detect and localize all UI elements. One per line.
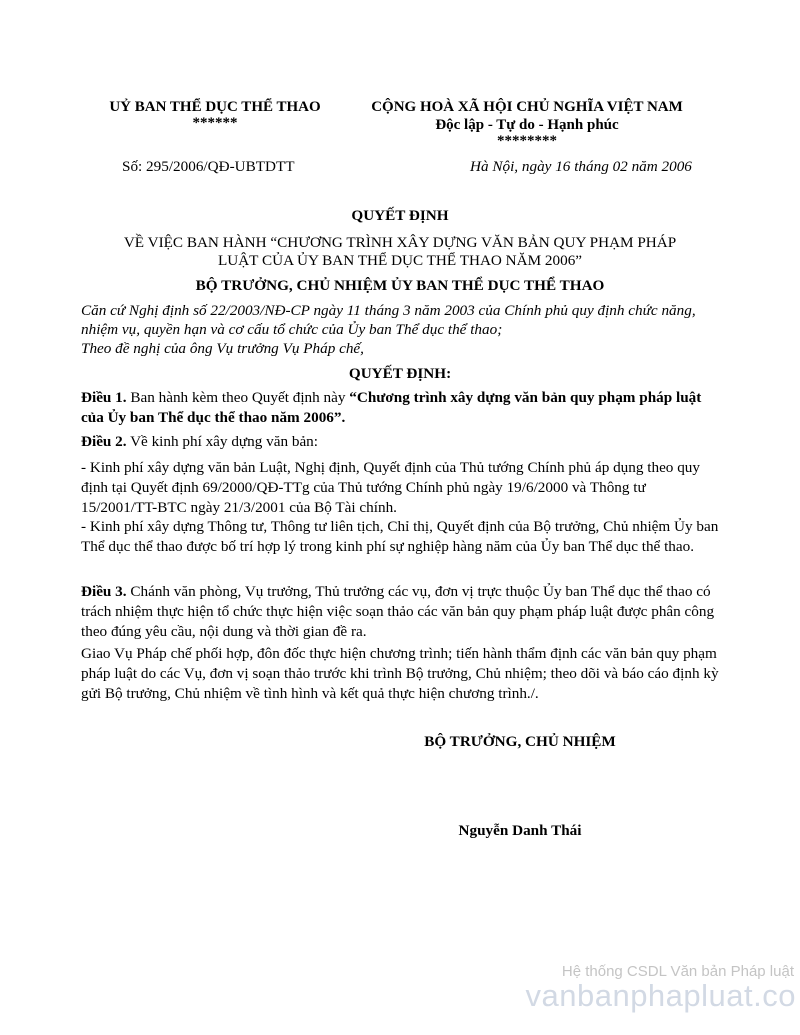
article-2-item-2: - Kinh phí xây dựng Thông tư, Thông tư liên tịch, Chỉ thị, Quyết định của Bộ trưởng, Chủ nhiệm Ủy ban Thể dục thể thao được bố trí hợp lý trong kinh phí sự nghiệp hàng năm của Ủy ban Thể dục thể thao. (81, 518, 719, 555)
motto: Độc lập - Tự do - Hạnh phúc (435, 117, 619, 133)
article-1-program-title: “Chương trình xây dựng văn bản quy phạm pháp luật của Ủy ban Thể dục thể thao năm 2006”. (81, 389, 702, 426)
article-2-label: Điều 2. (81, 433, 127, 450)
article-2-text: Về kinh phí xây dựng văn bản: (126, 433, 319, 450)
preamble-basis: Căn cứ Nghị định số 22/2003/NĐ-CP ngày 11 tháng 3 năm 2003 của Chính phủ quy định chức năng, nhiệm vụ, quyền hạn và cơ cấu tổ chức của Ủy ban Thể dục thể thao; (81, 302, 696, 338)
place-date: Hà Nội, ngày 16 tháng 02 năm 2006 (470, 158, 692, 175)
article-3 (81, 582, 721, 642)
document-type: QUYẾT ĐỊNH (351, 207, 449, 224)
subject-line-1: VỀ VIỆC BAN HÀNH “CHƯƠNG TRÌNH XÂY DỰNG VĂN BẢN QUY PHẠM PHÁP (123, 234, 677, 251)
watermark-site: vanbanphapluat.co (525, 978, 796, 1013)
decide-heading: QUYẾT ĐỊNH: (348, 365, 452, 382)
article-1-label: Điều 1. (81, 389, 127, 406)
signature-title: BỘ TRƯỞNG, CHỦ NHIỆM (424, 733, 616, 750)
article-3-text: Chánh văn phòng, Vụ trưởng, Thủ trưởng các vụ, đơn vị trực thuộc Ủy ban Thể dục thể thao có trách nhiệm thực hiện tổ chức thực hiện việc soạn thảo các văn bản quy phạm pháp luật được phân công theo đúng yêu cầu, nội dung và thời gian đề ra. (81, 583, 715, 640)
issuing-authority: BỘ TRƯỞNG, CHỦ NHIỆM ỦY BAN THỂ DỤC THỂ THAO (195, 277, 605, 294)
article-2 (81, 432, 721, 452)
article-3-label: Điều 3. (81, 583, 127, 600)
nation-name: CỘNG HOÀ XÃ HỘI CHỦ NGHĨA VIỆT NAM (371, 99, 683, 115)
document-number: Số: 295/2006/QĐ-UBTDTT (122, 158, 295, 175)
article-1-text: Ban hành kèm theo Quyết định này (126, 389, 350, 406)
watermark-system: Hệ thống CSDL Văn bản Pháp luật (561, 963, 794, 980)
agency-name: UỶ BAN THỂ DỤC THỂ THAO (109, 99, 321, 115)
motto-stars: ******** (497, 133, 557, 149)
subject-line-2: LUẬT CỦA ỦY BAN THỂ DỤC THỂ THAO NĂM 2006” (217, 252, 583, 269)
preamble-proposal: Theo đề nghị của ông Vụ trưởng Vụ Pháp chế, (81, 340, 364, 357)
signer-name: Nguyễn Danh Thái (458, 822, 582, 839)
agency-stars: ****** (192, 115, 238, 131)
article-1 (81, 388, 721, 428)
article-2-item-1: - Kinh phí xây dựng văn bản Luật, Nghị định, Quyết định của Thủ tướng Chính phủ áp dụng theo quy định tại Quyết định 69/2000/QĐ-TTg của Thủ tướng Chính phủ ngày 19/6/2000 và Thông tư 15/2001/TT-BTC ngày 21/3/2001 của Bộ Tài chính. (81, 459, 700, 516)
closing-paragraph: Giao Vụ Pháp chế phối hợp, đôn đốc thực hiện chương trình; tiến hành thẩm định các văn bản quy phạm pháp luật do các Vụ, đơn vị soạn thảo trước khi trình Bộ trưởng, Chủ nhiệm; theo dõi và báo cáo định kỳ gửi Bộ trưởng, Chủ nhiệm về tình hình và kết quả thực hiện chương trình./. (81, 645, 719, 702)
